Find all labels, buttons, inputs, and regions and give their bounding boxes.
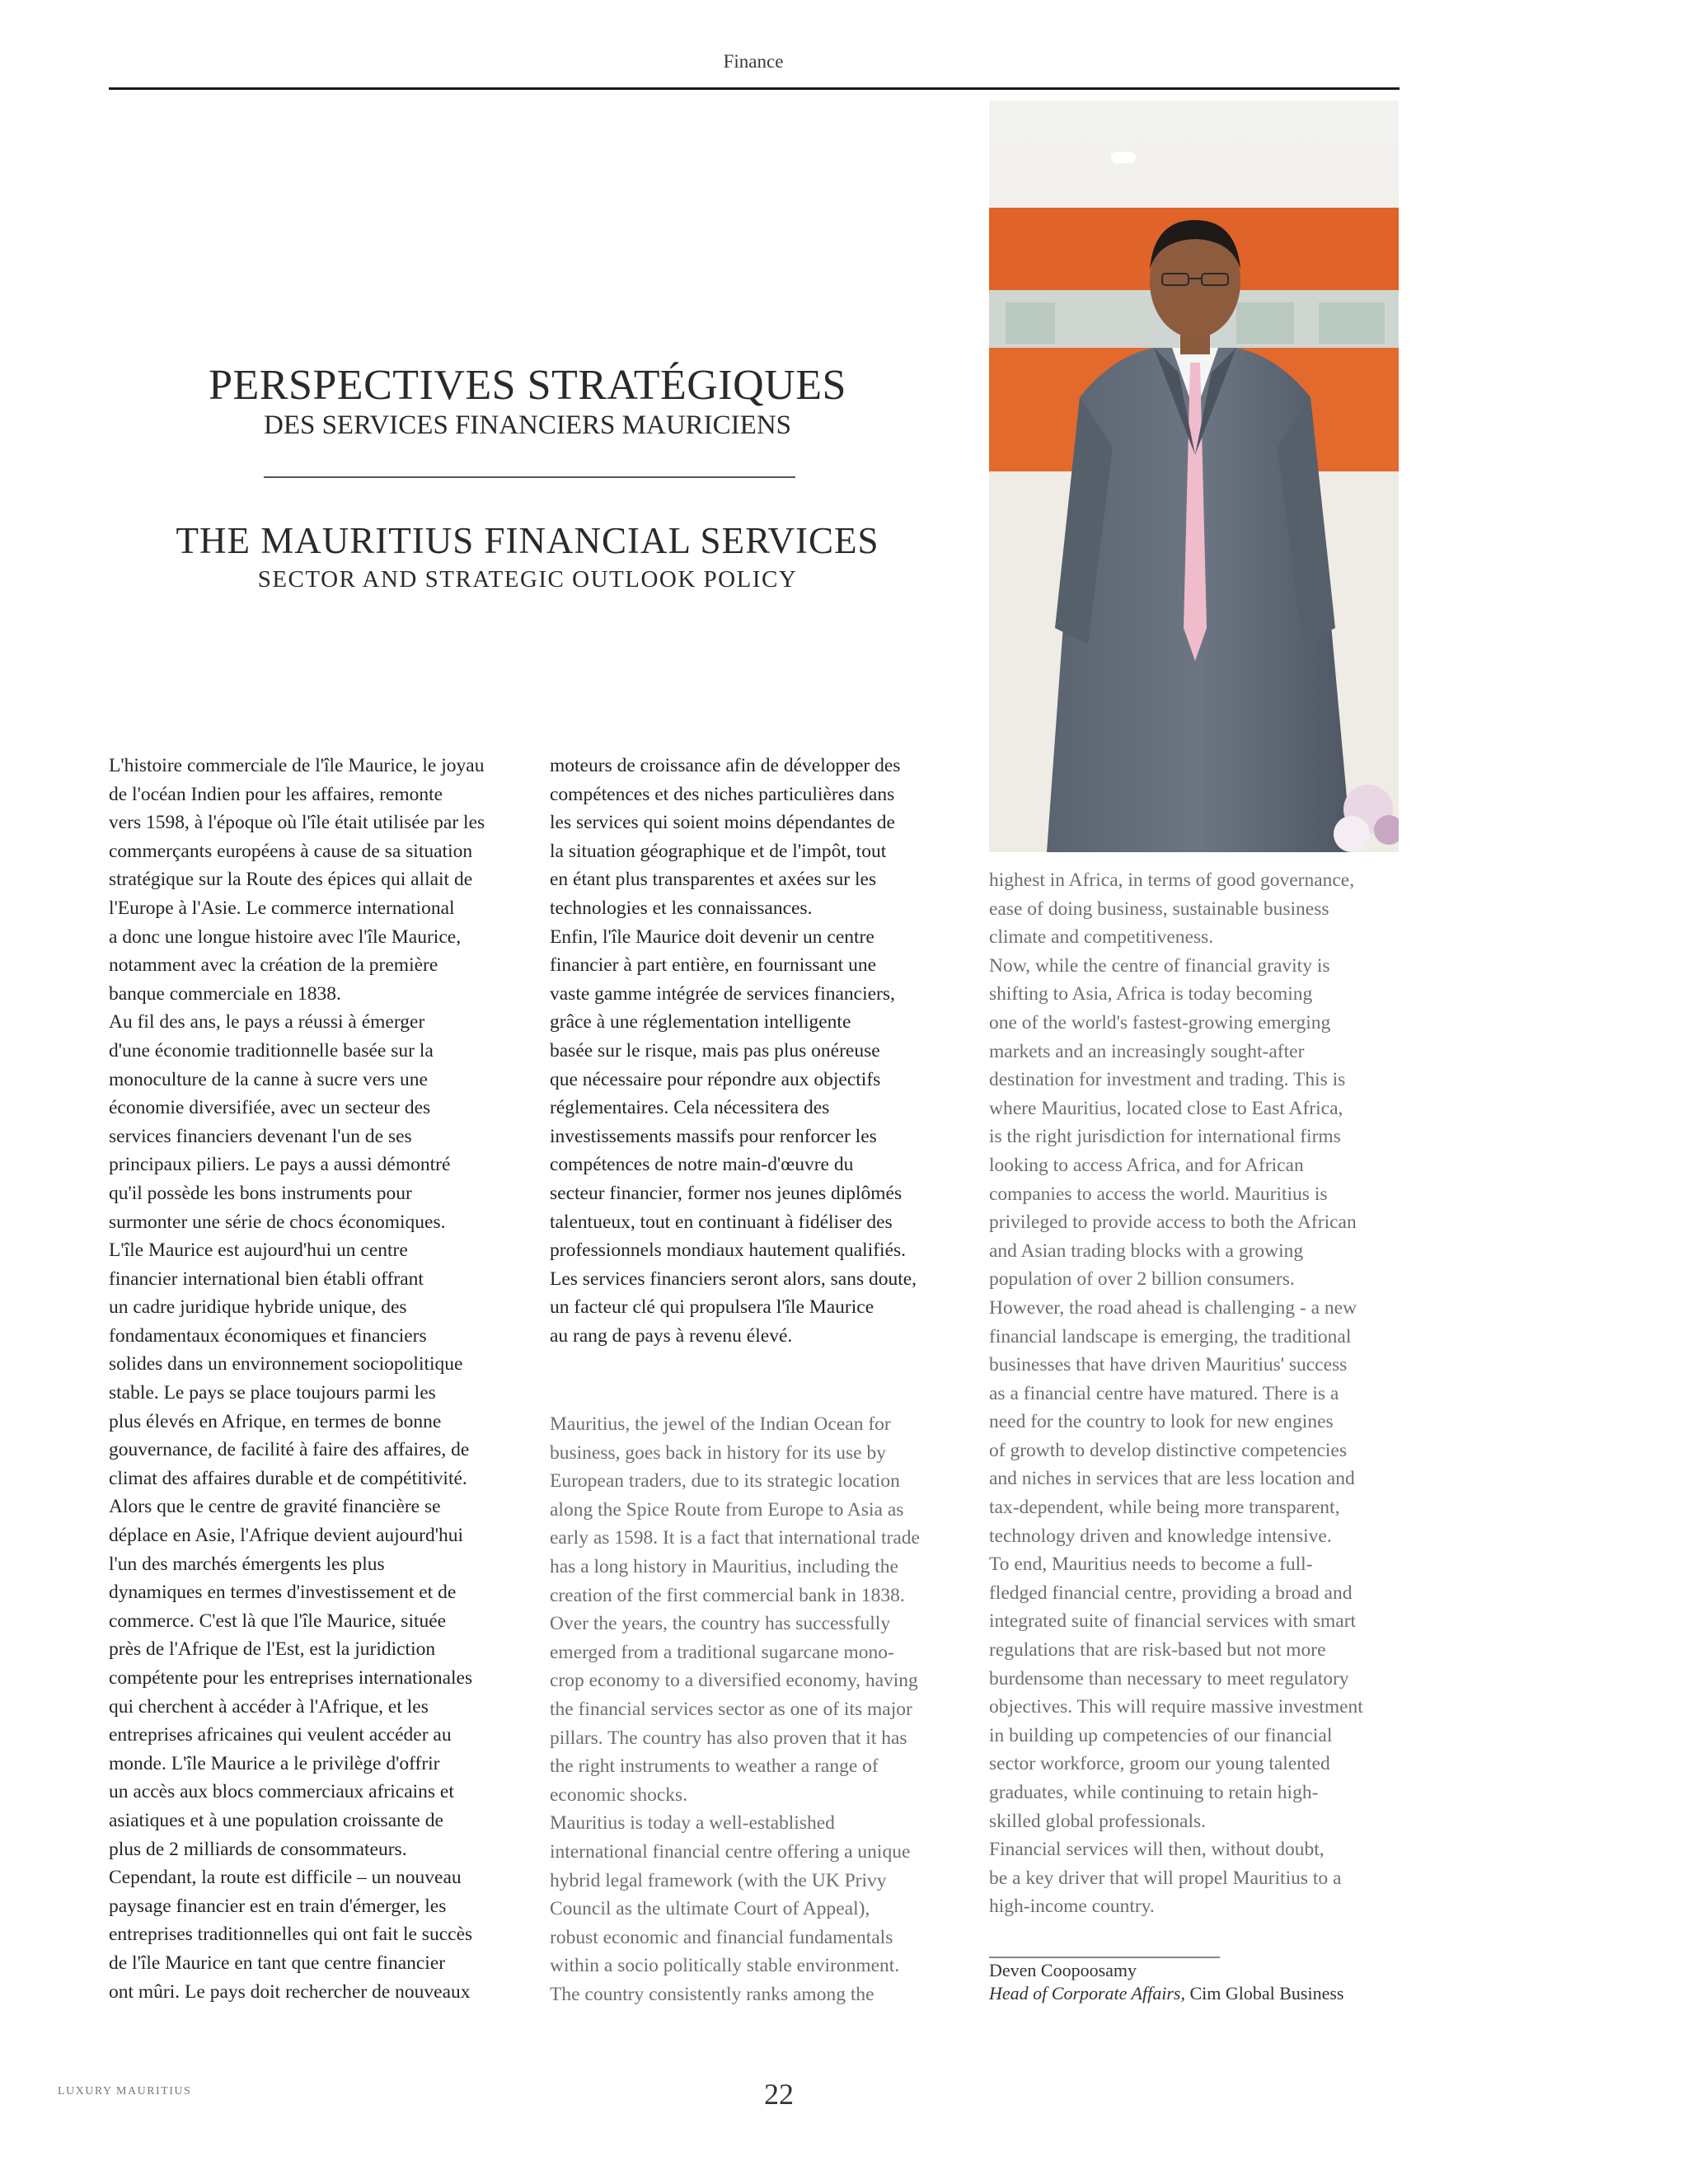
text-line: près de l'Afrique de l'Est, est la juridiction [109,1638,436,1661]
author-company: Cim Global Business [1184,1983,1344,2004]
text-line: the financial services sector as one of its major [550,1698,912,1720]
text-line: is the right jurisdiction for international firms [989,1126,1341,1148]
text-line: entreprises traditionnelles qui ont fait le succès [109,1924,473,1946]
text-line: l'un des marchés émergents les plus [109,1553,385,1575]
text-line: technologies et les connaissances. [550,897,813,919]
portrait-photo [989,101,1399,852]
author-role [989,1983,1343,2004]
text-line: highest in Africa, in terms of good governance, [989,869,1355,891]
text-line: businesses that have driven Mauritius' success [989,1354,1348,1376]
text-line: commerçants européens à cause de sa situation [109,840,473,862]
text-line: skilled global professionals. [989,1810,1207,1832]
text-line: qui cherchent à accéder à l'Afrique, et les [109,1695,429,1718]
text-line: moteurs de croissance afin de développer des [550,755,901,776]
text-line: L'histoire commerciale de l'île Maurice, le joyau [109,755,485,776]
french-subtitle: DES SERVICES FINANCIERS MAURICIENS [263,410,792,440]
text-line: investissements massifs pour renforcer les [550,1125,877,1147]
text-line: l'Europe à l'Asie. Le commerce international [109,897,455,919]
french-article-column-2 [550,752,917,1350]
text-line: vaste gamme intégrée de services financiers, [550,982,895,1005]
text-line: de l'océan Indien pour les affaires, remonte [109,783,443,805]
text-line: plus de 2 milliards de consommateurs. [109,1838,407,1860]
text-line: of growth to develop distinctive competencies [989,1439,1347,1461]
text-line: réglementaires. Cela nécessitera des [550,1097,830,1119]
english-subtitle: SECTOR AND STRATEGIC OUTLOOK POLICY [257,566,798,593]
text-line: creation of the first commercial bank in 1838. [550,1584,905,1606]
text-line: monde. L'île Maurice a le privilège d'offrir [109,1752,440,1774]
text-line: a donc une longue histoire avec l'île Maurice, [109,926,462,948]
text-line: gouvernance, de facilité à faire des affaires, de [109,1439,470,1461]
text-line: looking to access Africa, and for African [989,1154,1304,1176]
text-line: early as 1598. It is a fact that international trade [550,1527,920,1549]
text-line: Financial services will then, without doubt, [989,1839,1325,1861]
text-line: économie diversifiée, avec un secteur des [109,1097,431,1119]
businessman-portrait-illustration [989,101,1399,852]
text-line: Over the years, the country has successfully [550,1613,891,1635]
magazine-brand: LUXURY MAURITIUS [58,2085,192,2097]
text-line: need for the country to look for new engines [989,1411,1334,1433]
section-label: Finance [723,51,784,72]
text-line: que nécessaire pour répondre aux objectifs [550,1068,881,1090]
text-line: the right instruments to weather a range of [550,1755,879,1778]
text-line: notamment avec la création de la première [109,954,438,977]
text-line: Alors que le centre de gravité financière se [109,1496,441,1518]
text-line: fledged financial centre, providing a broad and [989,1582,1353,1604]
text-line: au rang de pays à revenu élevé. [550,1324,793,1347]
text-line: L'île Maurice est aujourd'hui un centre [109,1240,408,1262]
text-line: along the Spice Route from Europe to Asia as [550,1498,904,1521]
french-article-column-1 [109,752,485,2006]
text-line: burdensome than necessary to meet regulatory [989,1667,1349,1690]
text-line: within a socio politically stable environment. [550,1955,900,1977]
text-line: crop economy to a diversified economy, having [550,1670,918,1692]
text-line: professionnels mondiaux hautement qualifiés. [550,1240,907,1262]
text-line: has a long history in Mauritius, including the [550,1555,898,1577]
text-line: shifting to Asia, Africa is today becoming [989,983,1313,1005]
text-line: d'une économie traditionnelle basée sur la [109,1039,434,1062]
text-line: robust economic and financial fundamentals [550,1926,893,1948]
text-line: and Asian trading blocks with a growing [989,1240,1304,1262]
text-line: qu'il possède les bons instruments pour [109,1182,412,1204]
text-line: The country consistently ranks among the [550,1983,874,2005]
text-line: déplace en Asie, l'Afrique devient aujourd'hui [109,1525,464,1547]
text-line: regulations that are risk-based but not more [989,1639,1326,1661]
text-line: Mauritius, the jewel of the Indian Ocean for [550,1413,891,1435]
text-line: banque commerciale en 1838. [109,982,341,1005]
text-line: and niches in services that are less location and [989,1468,1355,1490]
text-line: compétences de notre main-d'œuvre du [550,1154,854,1176]
text-line: markets and an increasingly sought-after [989,1040,1305,1062]
text-line: basée sur le risque, mais pas plus onéreuse [550,1039,880,1062]
text-line: Cependant, la route est difficile – un nouveau [109,1867,462,1889]
text-line: privileged to provide access to both the African [989,1212,1357,1234]
text-line: monoculture de la canne à sucre vers une [109,1068,428,1090]
english-article-column-1 [550,1410,920,2008]
header-rule [109,87,1400,90]
text-line: companies to access the world. Mauritius is [989,1183,1328,1205]
text-line: fondamentaux économiques et financiers [109,1324,427,1347]
text-line: services financiers devenant l'un de ses [109,1125,412,1147]
text-line: solides dans un environnement sociopolitique [109,1353,463,1376]
text-line: talentueux, tout en continuant à fidéliser des [550,1211,893,1233]
text-line: pillars. The country has also proven that it has [550,1727,907,1749]
author-title: Head of Corporate Affairs, [989,1983,1185,2004]
french-title: PERSPECTIVES STRATÉGIQUES [209,362,846,409]
text-line: compétente pour les entreprises internationales [109,1667,473,1689]
text-line: Council as the ultimate Court of Appeal), [550,1898,870,1920]
text-line: Enfin, l'île Maurice doit devenir un centre [550,926,874,948]
text-line: Au fil des ans, le pays a réussi à émerger [109,1011,425,1033]
text-line: vers 1598, à l'époque où l'île était utilisée par les [109,812,485,834]
text-line: hybrid legal framework (with the UK Privy [550,1869,887,1891]
text-line: Les services financiers seront alors, sans doute, [550,1268,917,1290]
page-number: 22 [764,2078,794,2111]
text-line: dynamiques en termes d'investissement et de [109,1582,457,1604]
text-line: technology driven and knowledge intensive. [989,1525,1332,1547]
signature-rule [989,1957,1220,1958]
title-divider [264,476,795,478]
text-line: la situation géographique et de l'impôt, tout [550,840,887,862]
text-line: secteur financier, former nos jeunes diplômés [550,1182,903,1204]
text-line: climat des affaires durable et de compétitivité. [109,1467,467,1489]
text-line: les services qui soient moins dépendantes de [550,812,895,834]
text-line: en étant plus transparentes et axées sur les [550,869,877,891]
text-line: un cadre juridique hybride unique, des [109,1296,407,1319]
text-line: economic shocks. [550,1783,688,1806]
text-line: European traders, due to its strategic location [550,1470,900,1493]
text-line: To end, Mauritius needs to become a full- [989,1554,1313,1576]
text-line: graduates, while continuing to retain high- [989,1782,1319,1803]
text-line: commerce. C'est là que l'île Maurice, située [109,1610,447,1632]
text-line: surmonter une série de chocs économiques. [109,1211,446,1233]
english-title: THE MAURITIUS FINANCIAL SERVICES [176,520,879,561]
text-line: business, goes back in history for its use by [550,1441,886,1464]
text-line: sector workforce, groom our young talented [989,1753,1330,1775]
text-line: financier international bien établi offrant [109,1268,424,1290]
text-line: be a key driver that will propel Mauritius to a [989,1867,1342,1889]
text-line: However, the road ahead is challenging - a new [989,1296,1357,1319]
text-line: climate and competitiveness. [989,926,1214,949]
text-line: ease of doing business, sustainable business [989,898,1329,920]
text-line: stable. Le pays se place toujours parmi les [109,1382,436,1404]
text-line: stratégique sur la Route des épices qui allait de [109,869,473,891]
text-line: as a financial centre have matured. There is a [989,1382,1339,1404]
text-line: in building up competencies of our financial [989,1724,1333,1746]
text-line: integrated suite of financial services with smart [989,1610,1357,1633]
text-line: international financial centre offering a unique [550,1840,911,1863]
text-line: un facteur clé qui propulsera l'île Maurice [550,1296,874,1319]
text-line: entreprises africaines qui veulent accéder au [109,1724,452,1746]
text-line: financier à part entière, en fournissant une [550,954,877,977]
text-line: asiatiques et à une population croissante de [109,1809,443,1831]
english-article-column-2 [989,866,1363,1921]
text-line: where Mauritius, located close to East Africa, [989,1097,1343,1119]
text-line: tax-dependent, while being more transparent, [989,1497,1340,1519]
text-line: un accès aux blocs commerciaux africains et [109,1781,454,1803]
text-line: financial landscape is emerging, the traditional [989,1325,1352,1347]
text-line: grâce à une réglementation intelligente [550,1011,851,1033]
text-line: principaux piliers. Le pays a aussi démontré [109,1154,451,1176]
text-line: plus élevés en Afrique, en termes de bonne [109,1410,442,1432]
author-name: Deven Coopoosamy [989,1960,1137,1980]
text-line: one of the world's fastest-growing emerging [989,1011,1331,1033]
text-line: population of over 2 billion consumers. [989,1268,1295,1291]
text-line: destination for investment and trading. This is [989,1069,1346,1091]
text-line: Now, while the centre of financial gravity is [989,954,1330,977]
text-line: high-income country. [989,1896,1155,1918]
text-line: emerged from a traditional sugarcane mono- [550,1641,894,1663]
text-line: Mauritius is today a well-established [550,1812,835,1835]
text-line: objectives. This will require massive investment [989,1696,1363,1718]
text-line: ont mûri. Le pays doit rechercher de nouveaux [109,1980,471,2003]
text-line: de l'île Maurice en tant que centre financier [109,1952,446,1974]
text-line: compétences et des niches particulières dans [550,783,895,805]
text-line: paysage financier est en train d'émerger, les [109,1895,447,1917]
